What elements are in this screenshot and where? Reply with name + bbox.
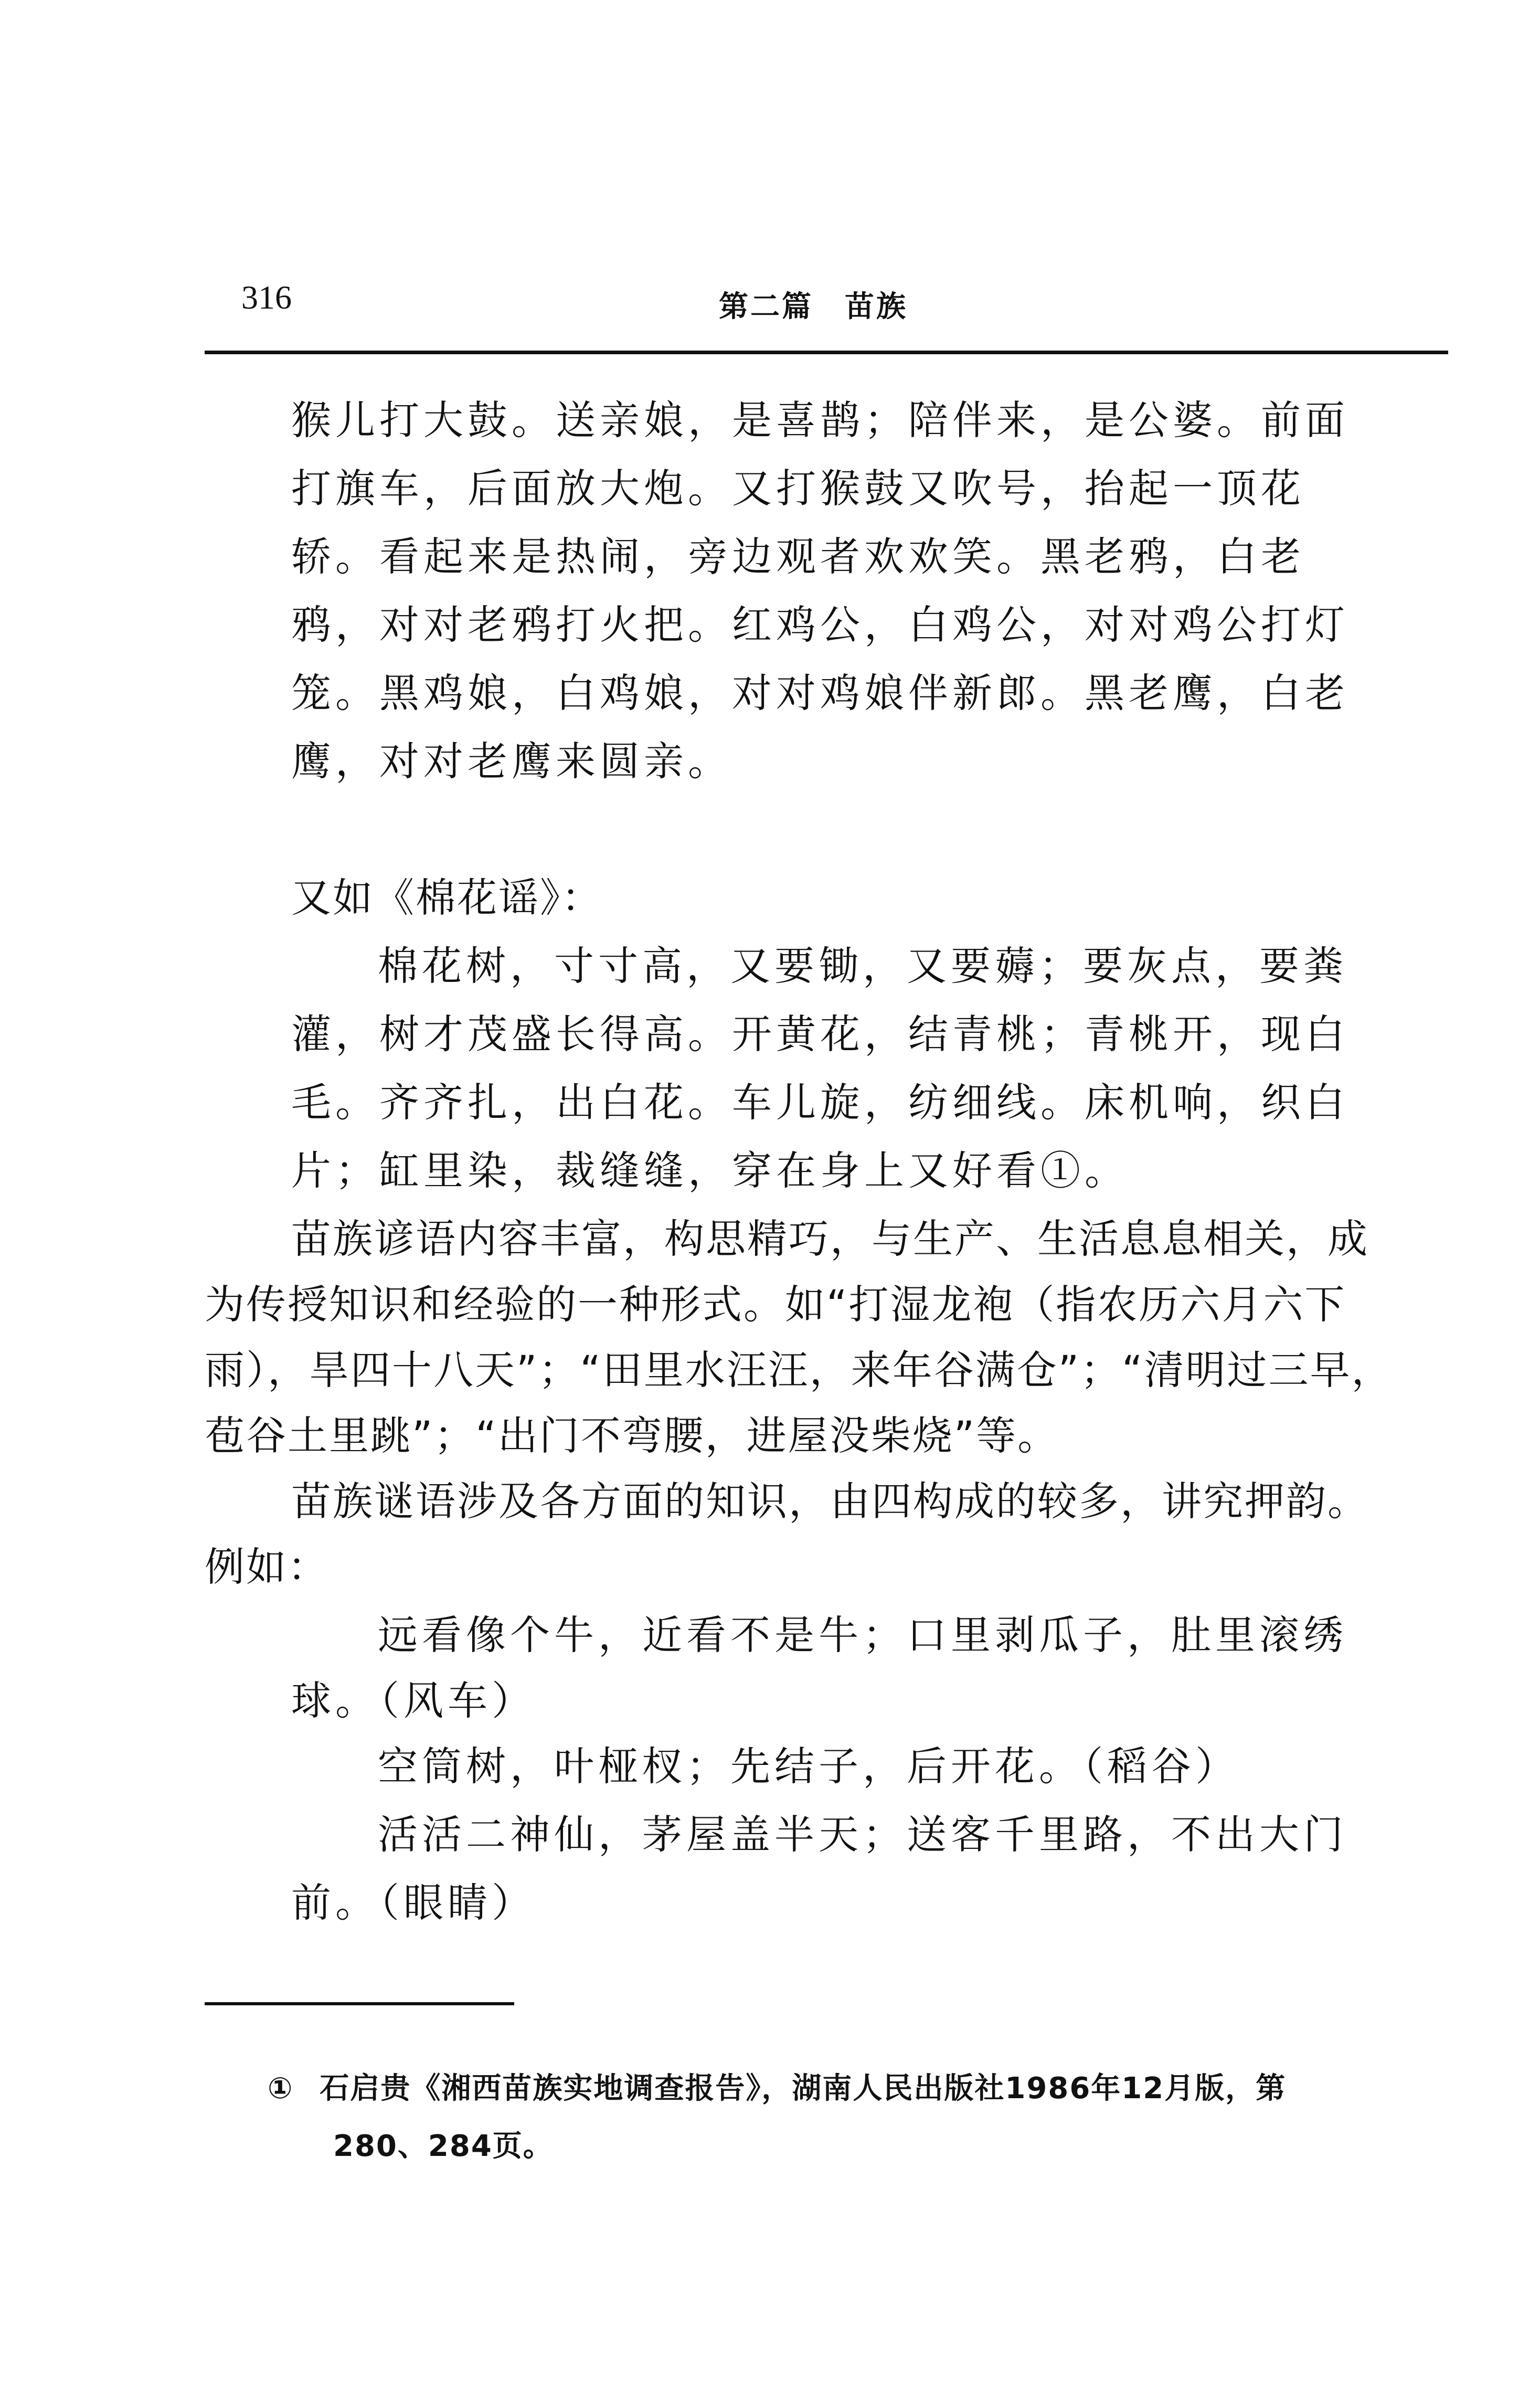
body-line: 活活二神仙，茅屋盖半天；送客千里路，不出大门 xyxy=(378,1811,1347,1858)
footnote-line xyxy=(268,2065,1286,2107)
footnote-text: 石启贵《湘西苗族实地调查报告》，湖南人民出版社1986年12月版，第 xyxy=(320,2071,1287,2106)
body-line: 轿。看起来是热闹，旁边观者欢欢笑。黑老鸦，白老 xyxy=(291,533,1305,580)
body-line: 猴儿打大鼓。送亲娘，是喜鹊；陪伴来，是公婆。前面 xyxy=(291,397,1349,443)
body-line: 打旗车，后面放大炮。又打猴鼓又吹号，抬起一顶花 xyxy=(291,465,1305,512)
body-line: 前。（眼睛） xyxy=(291,1879,536,1926)
running-head: 第二篇 苗族 xyxy=(719,290,908,324)
body-line: 苞谷土里跳”；“出门不弯腰，进屋没柴烧”等。 xyxy=(205,1412,1059,1459)
page-number: 316 xyxy=(241,279,292,316)
body-line: 棉花树，寸寸高，又要锄，又要薅；要灰点，要粪 xyxy=(378,943,1347,989)
body-line: 苗族谜语涉及各方面的知识，由四构成的较多，讲究押韵。 xyxy=(291,1478,1369,1525)
body-line: 例如： xyxy=(205,1543,329,1590)
body-line: 毛。齐齐扎，出白花。车儿旋，纺细线。床机响，织白 xyxy=(291,1079,1349,1126)
body-line: 雨），旱四十八天”；“田里水汪汪，来年谷满仓”；“清明过三早， xyxy=(205,1347,1393,1393)
body-line: 为传授知识和经验的一种形式。如“打湿龙袍（指农历六月六下 xyxy=(205,1281,1346,1328)
footnote-line: 280、284页。 xyxy=(333,2129,554,2163)
body-line: 苗族谚语内容丰富，构思精巧，与生产、生活息息相关，成 xyxy=(291,1215,1369,1262)
body-line: 鸦，对对老鸦打火把。红鸡公，白鸡公，对对鸡公打灯 xyxy=(291,601,1349,648)
body-line: 灌，树才茂盛长得高。开黄花，结青桃；青桃开，现白 xyxy=(291,1011,1349,1057)
body-line: 鹰，对对老鹰来圆亲。 xyxy=(291,738,732,785)
footnote-marker: ① xyxy=(268,2071,294,2106)
body-line: 球。（风车） xyxy=(291,1677,536,1724)
body-line: 笼。黑鸡娘，白鸡娘，对对鸡娘伴新郎。黑老鹰，白老 xyxy=(291,670,1349,716)
body-line: 空筒树，叶桠杈；先结子，后开花。（稻谷） xyxy=(378,1743,1239,1790)
body-line: 又如《棉花谣》： xyxy=(291,874,603,921)
body-line: 片；缸里染，裁缝缝，穿在身上又好看①。 xyxy=(291,1147,1129,1194)
header-rule xyxy=(205,351,1448,354)
body-line: 远看像个牛，近看不是牛；口里剥瓜子，肚里滚绣 xyxy=(378,1612,1347,1658)
footnote-rule xyxy=(205,2002,514,2005)
